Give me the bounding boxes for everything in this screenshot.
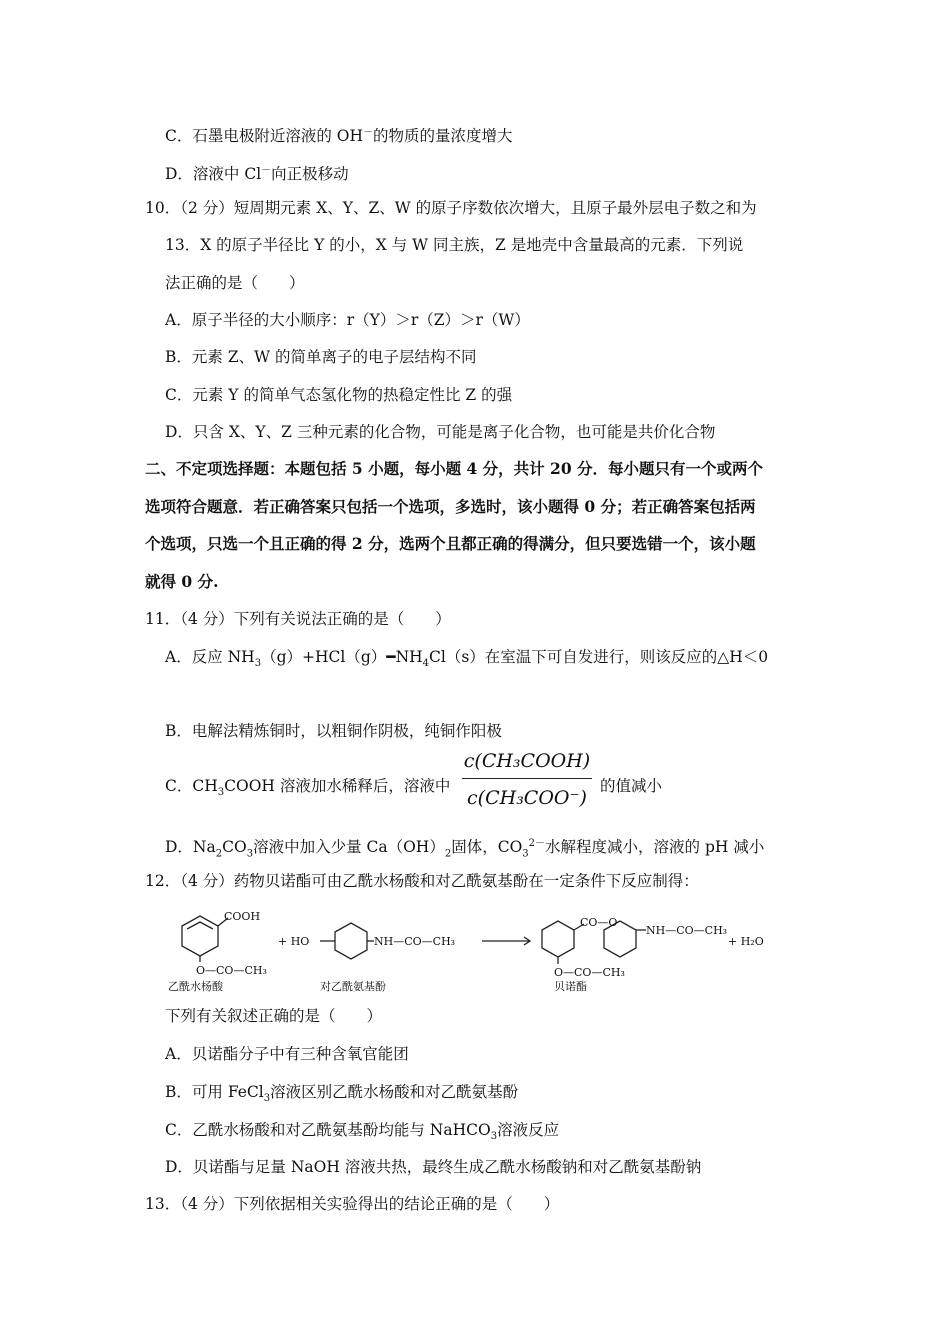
ester-link: CO—O [580,916,618,929]
q11-option-d: D．$Na_2CO_3$溶液中加入少量 $Ca(OH)_2$固体，$CO_3^{2-}$水解程度减小，溶液的 pH 减小 [165,838,765,860]
plus-ho: + HO [278,935,310,948]
q11-option-c-tail: 的值减小 [600,777,663,795]
label-benorilate: 贝诺酯 [554,980,587,993]
q10-option-d: D．只含 X、Y、Z 三种元素的化合物，可能是离子化合物，也可能是共价化合物 [165,423,716,441]
section2-line1: 二、不定项选择题：本题包括 5 小题，每小题 4 分，共计 20 分．每小题只有一个或两个 [145,459,764,478]
ester-group-1: O—CO—CH₃ [196,964,267,977]
plus-water: + H₂O [728,935,764,948]
q13-stem: 13．（4 分）下列依据相关实验得出的结论正确的是（ ） [145,1195,560,1213]
q12-option-b: B．可用 FeCl$_3$溶液区别乙酰水杨酸和对乙酰氨基酚 [165,1083,519,1105]
fraction-bar [462,778,592,779]
reaction-scheme-svg [160,904,780,994]
q10-stem-line3: 法正确的是（ ） [165,274,305,292]
section2-line3: 个选项，只选一个且正确的得 2 分，选两个且都正确的得满分，但只要选错一个，该小题 [145,534,756,553]
q12-option-a: A．贝诺酯分子中有三种含氧官能团 [165,1045,409,1063]
benzene-ring-3 [542,921,574,957]
label-paracetamol: 对乙酰氨基酚 [320,980,386,993]
q10-option-c: C．元素 Y 的简单气态氢化物的热稳定性比 Z 的强 [165,386,513,404]
q11-option-c: C．$CH_3COOH$ 溶液加水稀释后，溶液中 [165,777,451,799]
q11-option-b: B．电解法精炼铜时，以粗铜作阴极，纯铜作阳极 [165,722,502,740]
section2-line2: 选项符合题意．若正确答案只包括一个选项，多选时，该小题得 0 分；若正确答案包括两 [145,497,756,516]
q11-option-a: A．反应 $NH_3(g)+HCl(g)━NH_4Cl(s)$在室温下可自发进行，则该反应的△H＜0 [165,648,769,670]
q12-option-c: C．乙酰水杨酸和对乙酰氨基酚均能与 NaHCO$_3$溶液反应 [165,1121,560,1143]
cooh-group: COOH [224,910,261,923]
amide-group-2: NH—CO—CH₃ [646,924,728,937]
q9-option-c: C．石墨电极附近溶液的 OH－的物质的量浓度增大 [165,127,513,146]
ester-group-2: O—CO—CH₃ [554,966,625,979]
q10-stem-line2: 13．X 的原子半径比 Y 的小，X 与 W 同主族，Z 是地壳中含量最高的元素．下列说 [165,236,744,254]
q9-option-d: D．溶液中 Cl－向正极移动 [165,165,349,184]
q11-stem: 11．（4 分）下列有关说法正确的是（ ） [145,610,451,628]
amide-group-1: NH—CO—CH₃ [374,935,456,948]
q10-option-a: A．原子半径的大小顺序：r（Y）＞r（Z）＞r（W） [165,311,530,329]
q11-option-c-fraction [462,748,592,811]
q10-option-b: B．元素 Z、W 的简单离子的电子层结构不同 [165,348,477,366]
q12-sub-stem: 下列有关叙述正确的是（ ） [165,1007,383,1025]
label-acetylsalicylic-acid: 乙酰水杨酸 [168,980,223,993]
fraction-numerator: c(CH₃COOH) [463,750,591,772]
q12-option-d: D．贝诺酯与足量 NaOH 溶液共热，最终生成乙酰水杨酸钠和对乙酰氨基酚钠 [165,1158,702,1176]
section2-line4: 就得 0 分. [145,572,219,591]
benzene-ring-2 [335,923,367,959]
q10-stem-line1: 10．（2 分）短周期元素 X、Y、Z、W 的原子序数依次增大，且原子最外层电子数之和为 [145,199,757,217]
q12-stem: 12．（4 分）药物贝诺酯可由乙酰水杨酸和对乙酰氨基酚在一定条件下反应制得： [145,872,699,890]
reaction-scheme [160,904,780,994]
fraction-denominator: c(CH₃COO⁻) [467,787,587,809]
